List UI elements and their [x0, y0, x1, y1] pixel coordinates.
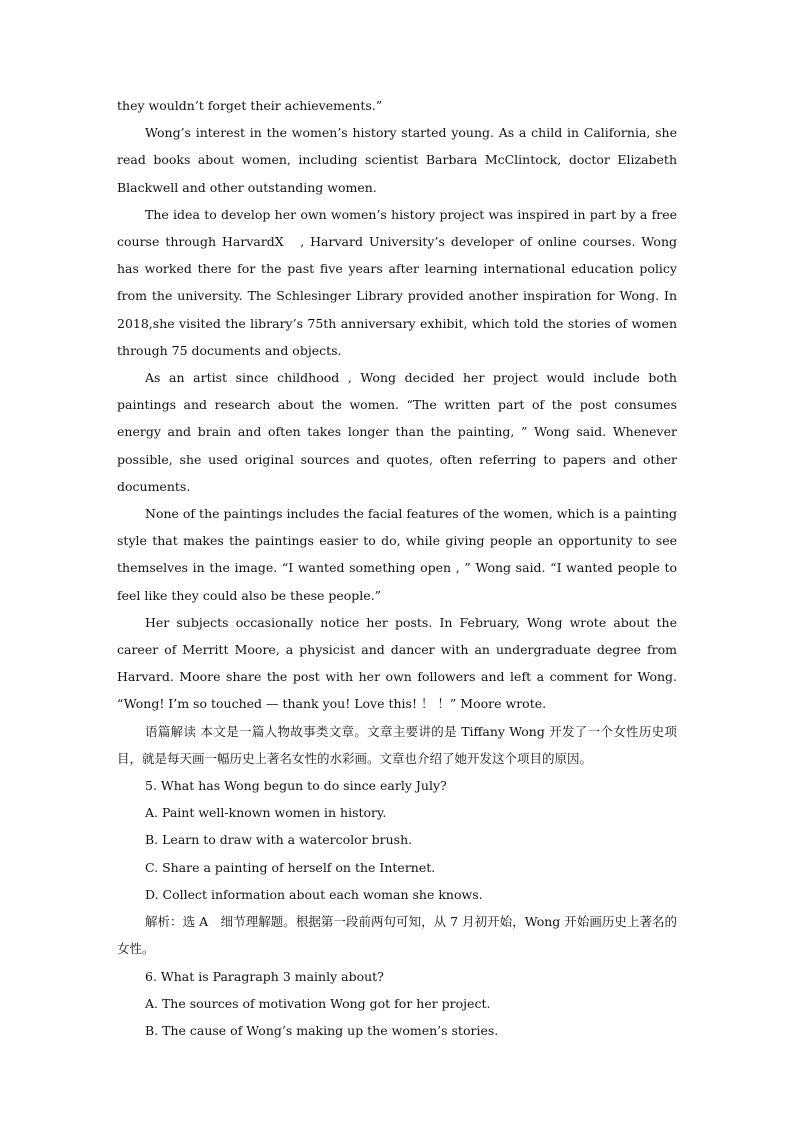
question-6-stem: 6. What is Paragraph 3 mainly about?	[145, 968, 384, 984]
question-5-explanation: 解析：选 A 细节理解题。根据第一段前两句可知，从 7 月初开始，Wong 开始画历史上著名的女性。	[117, 914, 677, 957]
paragraph-5: Her subjects occasionally notice her posts. In February, Wong wrote about the career of Merritt Moore, a physicist and dancer with an undergraduate degree from Harvard. Moore share the post with her own followers and left a comment for Wong. “Wong! I’m so touched — thank you! Love this! ！ ！” Moore wrote.	[117, 614, 677, 712]
reading-analysis: 语篇解读 本文是一篇人物故事类文章。文章主要讲的是 Tiffany Wong 开发了一个女性历史项目，就是每天画一幅历史上著名女性的水彩画。文章也介绍了她开发这个项目的原因。	[117, 723, 677, 766]
question-6-option-b: B. The cause of Wong’s making up the women’s stories.	[145, 1022, 499, 1038]
paragraph-0: they wouldn’t forget their achievements.”	[117, 98, 383, 113]
paragraph-3: As an artist since childhood , Wong decided her project would include both paintings and research about the women. “The written part of the post consumes energy and brain and often takes longer than the painting, ” Wong said. Whenever possible, she used original sources and quotes, often referring to papers and other documents.	[117, 370, 677, 494]
question-5-option-b: B. Learn to draw with a watercolor brush.	[145, 832, 413, 848]
question-5-option-c: C. Share a painting of herself on the Internet.	[145, 859, 436, 875]
paragraph-1: Wong’s interest in the women’s history started young. As a child in California, she read books about women, including scientist Barbara McClintock, doctor Elizabeth Blackwell and other outstanding women.	[117, 125, 677, 195]
question-5-stem: 5. What has Wong begun to do since early July?	[145, 778, 447, 794]
question-6-option-a: A. The sources of motivation Wong got for her project.	[145, 995, 491, 1011]
paragraph-2: The idea to develop her own women’s history project was inspired in part by a free course through HarvardX , Harvard University’s developer of online courses. Wong has worked there for the past five years after learning international education policy from the university. The Schlesinger Library provided another inspiration for Wong. In 2018,she visited the library’s 75th anniversary exhibit, which told the stories of women through 75 documents and objects.	[117, 206, 677, 358]
question-5-option-a: A. Paint well-known women in history.	[145, 805, 387, 821]
document-page	[117, 92, 677, 1044]
question-5-option-d: D. Collect information about each woman she knows.	[145, 886, 483, 902]
paragraph-4: None of the paintings includes the facial features of the women, which is a painting style that makes the paintings easier to do, while giving people an opportunity to see themselves in the image. “I wanted something open , ” Wong said. “I wanted people to feel like they could also be these people.”	[117, 506, 677, 603]
